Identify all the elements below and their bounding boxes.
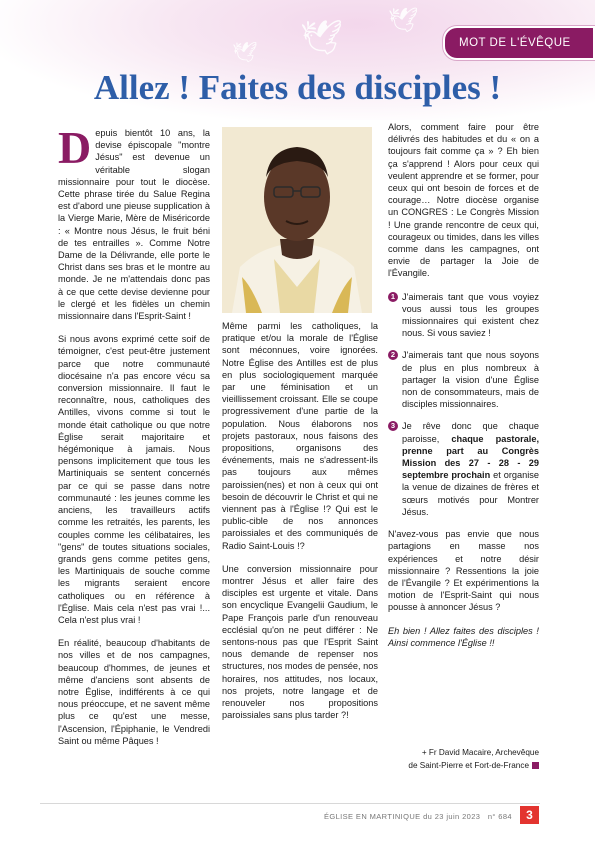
paragraph: Alors, comment faire pour être délivrés des habitudes et du « on a toujours fait comme ça » ? Eh bien ça s'apprend ! Alors pour ceux qui veulent apprendre et se former, pour ceux qui ont besoin de forces et de courage… Notre diocèse organise un CONGRES : Le Congrès Mission ! Une grande rencontre de ceux qui, courageux ou timides, dans les villes comme dans les campagnes, ont envie de partager la Joie de l'Évangile.	[388, 122, 539, 279]
dove-icon: 🕊	[300, 18, 344, 58]
number-badge: 3	[388, 421, 398, 431]
dove-icon: 🕊	[232, 40, 258, 64]
paragraph: En réalité, beaucoup d'habitants de nos villes et de nos campagnes, beaucoup d'hommes, de jeunes et même d'anciens sont absents de notre Église, indifférents à ce qui nous préoccupe, et ne savent même plus ce qu'est une messe, l'Ascension, l'Épiphanie, le Vendredi Saint ou même Pâques !	[58, 638, 210, 746]
signature	[388, 746, 539, 772]
footer-divider	[40, 803, 540, 804]
signature-line: de Saint-Pierre et Fort-de-France	[388, 759, 539, 772]
issue-number: n° 684	[487, 812, 512, 821]
drop-cap: D	[58, 122, 92, 173]
end-mark-icon	[532, 762, 539, 769]
closing-paragraph: Eh bien ! Allez faites des disciples ! Ainsi commence l'Église !!	[388, 625, 539, 648]
numbered-list	[388, 291, 539, 518]
paragraph: Une conversion missionnaire pour montrer Jésus et aller faire des disciples est urgente et vitale. Dans son encyclique Evangelii Gaudium, le Pape François parle d'un renouveau ecclésial qu'on ne peut différer : Ne sentons-nous pas que l'Esprit Saint nous demande de repenser nos structures, nos modes de pensée, nos horaires, nos attitudes, nos locaux, nos projets, notre langage et de renouveler nos propositions paroissiales sans plus tarder ?!	[222, 563, 378, 721]
dove-icon: 🕊	[388, 6, 419, 34]
section-tag-label: MOT DE L'ÉVÊQUE	[459, 37, 571, 49]
list-item: 1 J'aimerais tant que vous voyiez vous aussi tous les groupes missionnaires qui existent chez nous. Si vous saviez !	[388, 291, 539, 340]
bishop-portrait-image	[222, 127, 372, 313]
bishop-photo	[222, 127, 372, 313]
footer	[180, 812, 512, 821]
list-item: 3 Je rêve donc que chaque paroisse, chaque pastorale, prenne part au Congrès Mission des 27 - 28 - 29 septembre prochain et organise la venue de dizaines de frères et sœurs motivés pour Montrer Jésus.	[388, 420, 539, 518]
column-2	[222, 320, 378, 733]
paragraph: Même parmi les catholiques, la pratique et/ou la morale de l'Église sont méconnues, voire ignorées. Notre Église des Antilles est de plus en plus sociologiquement marquée par une féminisation et un vieillissement croissant. Elle se coupe progressivement d'une partie de la population. Nous élaborons nos projets pastoraux, nous faisons des propositions, organisons des événements, mais ne s'adressent-ils pas toujours aux mêmes paroissien(nes) et non à ceux qui ont besoin de découvrir le Christ et qui ne viennent pas à l'Église !? Qui est le public-cible de nos annonces paroissiales et des communiqués de Radio Saint-Louis !?	[222, 321, 378, 551]
publication-name: ÉGLISE EN MARTINIQUE du 23 juin 2023	[323, 812, 481, 821]
page-number: 3	[520, 806, 539, 824]
paragraph: N'avez-vous pas envie que nous partagions en masse nos expériences et notre désir missionnaire ? Ressentions la joie de l'Évangile ? Et expérimentions la motion de l'Esprit-Saint qui nous pousse à annoncer Jésus ?	[388, 529, 539, 613]
number-badge: 2	[388, 350, 398, 360]
signature-line: + Fr David Macaire, Archevêque	[421, 748, 539, 757]
column-1	[58, 122, 210, 758]
list-item: 2 J'aimerais tant que nous soyons de plus en plus nombreux à partager la vision d'une Église non de consommateurs, mais de disciples missionnaires.	[388, 349, 539, 410]
bold-text: chaque pastorale, prenne part au Congrès Mission des 27 - 28 - 29 septembre prochain	[402, 433, 539, 481]
section-tag	[443, 26, 595, 60]
paragraph: Depuis bientôt 10 ans, la devise épiscopale "montre Jésus" est devenue un véritable slogan missionnaire pour tout le diocèse. Cette phrase tirée du Salue Regina est d'abord une pieuse supplication à la Vierge Marie, Mère de Miséricorde : « Montre nous Jésus, le fruit béni de tes entrailles ». Comme Notre Dame de la Délivrande, elle porte le Christ dans ses bras et le montre au monde. Je ne m'attendais donc pas à ce que cette devise devienne pour le clergé et les fidèles un chemin missionnaire dans l'Esprit-Saint !	[58, 122, 210, 322]
number-badge: 1	[388, 292, 398, 302]
column-3	[388, 121, 539, 660]
paragraph: Si nous avons exprimé cette soif de témoigner, c'est peut-être justement parce que notre communauté diocésaine n'a pas encore vécu sa conversion missionnaire. Il faut le reconnaître, nous, catholiques des Antilles, vivons comme si tout le monde était catholique ou que notre Église serait majoritaire et hégémonique à jamais. Nous pensons implicitement que tous les Martiniquais se sentent concernés par ce qui se passe dans notre communauté : les jeunes comme les anciens, les travailleurs actifs comme les retraités, les parents, les couples comme les célibataires, les "gens" de toutes situations sociales, grands gens comme petites gens, les Martiniquais de souche comme les migrants seraient encore catholiques ou en référence à l'Église. Mais cela n'est pas vrai !... Cela n'est plus vrai !	[58, 334, 210, 625]
article-title: Allez ! Faites des disciples !	[93, 68, 502, 107]
